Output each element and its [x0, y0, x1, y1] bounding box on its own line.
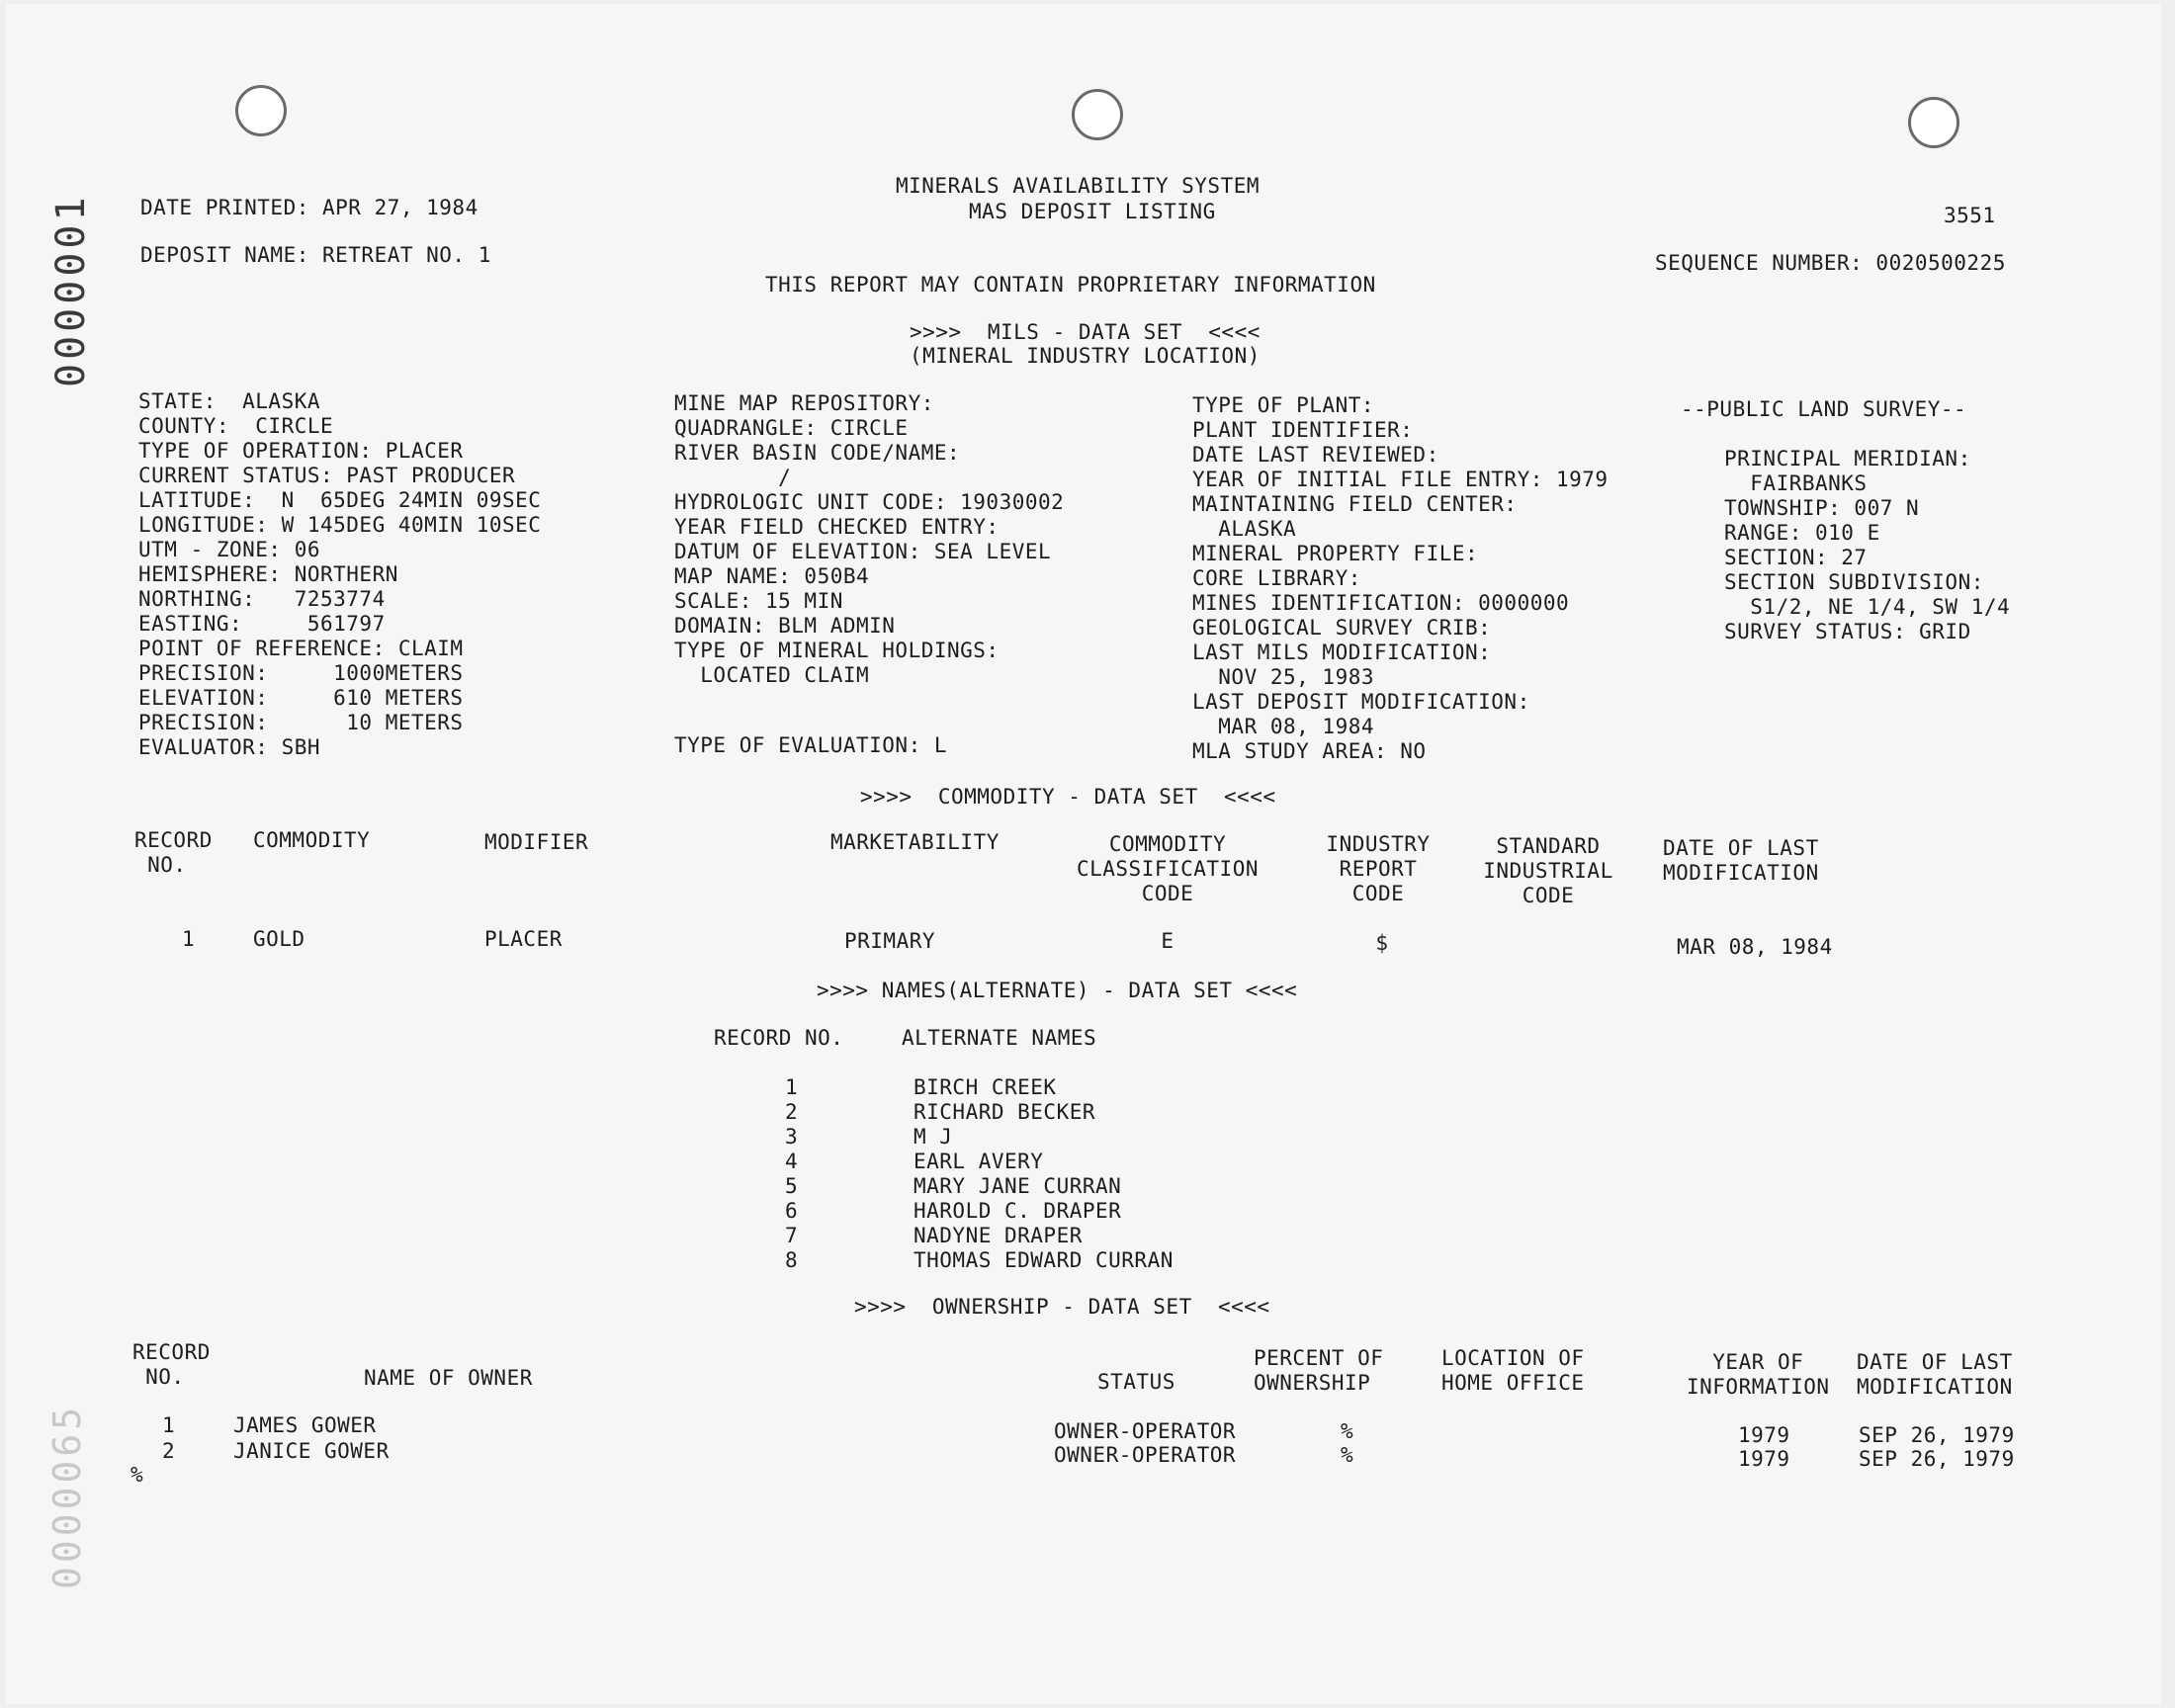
names-record-no: 3: [785, 1125, 799, 1149]
mils-field: HEMISPHERE: NORTHERN: [138, 562, 398, 586]
survey-field: SECTION SUBDIVISION:: [1724, 570, 1984, 594]
owner-date: SEP 26, 1979: [1859, 1447, 2015, 1471]
mils-field: TYPE OF PLANT:: [1192, 393, 1375, 417]
alternate-name: EARL AVERY: [914, 1150, 1044, 1173]
mils-field: NOV 25, 1983: [1192, 665, 1375, 689]
names-record-no: 5: [785, 1174, 799, 1198]
survey-field: S1/2, NE 1/4, SW 1/4: [1724, 595, 2011, 619]
commodity-header-classification: COMMODITY CLASSIFICATION CODE: [1076, 832, 1259, 905]
mils-field: LONGITUDE: W 145DEG 40MIN 10SEC: [138, 513, 542, 537]
public-land-survey-title: --PUBLIC LAND SURVEY--: [1681, 397, 1967, 421]
names-record-no: 4: [785, 1150, 799, 1173]
binder-hole-center: [1072, 89, 1123, 140]
mils-field: PLANT IDENTIFIER:: [1192, 418, 1414, 442]
owner-percent: %: [1341, 1419, 1354, 1443]
mils-field: ALASKA: [1192, 517, 1297, 541]
page-stamp-top: 0000001: [48, 193, 94, 387]
mils-field: LAST MILS MODIFICATION:: [1192, 640, 1492, 664]
page-number: 3551: [1944, 204, 1996, 227]
commodity-header-industry: INDUSTRY REPORT CODE: [1326, 832, 1431, 905]
commodity-marketability: PRIMARY: [844, 929, 936, 953]
names-record-no: 8: [785, 1248, 799, 1272]
alternate-name: HAROLD C. DRAPER: [914, 1199, 1122, 1223]
commodity-record: 1: [182, 927, 196, 951]
mils-field: MINERAL PROPERTY FILE:: [1192, 542, 1479, 565]
names-record-no: 7: [785, 1224, 799, 1247]
names-record-no: 2: [785, 1100, 799, 1124]
owner-name: JAMES GOWER: [233, 1413, 377, 1437]
names-title: >>>> NAMES(ALTERNATE) - DATA SET <<<<: [817, 979, 1298, 1002]
owner-status: OWNER-OPERATOR: [1054, 1443, 1237, 1467]
owner-name: JANICE GOWER: [233, 1439, 390, 1463]
alternate-name: NADYNE DRAPER: [914, 1224, 1083, 1247]
mils-field: YEAR OF INITIAL FILE ENTRY: 1979: [1192, 468, 1609, 491]
mils-field: COUNTY: CIRCLE: [138, 414, 334, 438]
mils-field: PRECISION: 10 METERS: [138, 711, 464, 734]
mils-field: DATE LAST REVIEWED:: [1192, 443, 1439, 467]
ownership-footnote: %: [130, 1463, 144, 1487]
mils-field: NORTHING: 7253774: [138, 587, 386, 611]
mils-field: LAST DEPOSIT MODIFICATION:: [1192, 690, 1530, 714]
ownership-header-year: YEAR OF INFORMATION: [1687, 1350, 1830, 1399]
alternate-name: MARY JANE CURRAN: [914, 1174, 1122, 1198]
commodity-header-record: RECORD NO.: [134, 828, 213, 877]
mils-field: POINT OF REFERENCE: CLAIM: [138, 637, 464, 660]
owner-year: 1979: [1738, 1447, 1790, 1471]
commodity-header-sic: STANDARD INDUSTRIAL CODE: [1483, 834, 1613, 907]
commodity-name: GOLD: [253, 927, 305, 951]
survey-field: PRINCIPAL MERIDIAN:: [1724, 447, 1971, 470]
mils-field: RIVER BASIN CODE/NAME:: [674, 441, 961, 465]
mils-field: CURRENT STATUS: PAST PRODUCER: [138, 464, 516, 487]
mils-field: STATE: ALASKA: [138, 389, 321, 413]
names-header-record: RECORD NO.: [714, 1026, 844, 1050]
mils-field: MAINTAINING FIELD CENTER:: [1192, 492, 1518, 516]
mils-field: YEAR FIELD CHECKED ENTRY:: [674, 515, 1000, 539]
binder-hole-right: [1908, 97, 1959, 148]
names-record-column: [785, 1075, 798, 1273]
mils-field: TYPE OF MINERAL HOLDINGS:: [674, 639, 1000, 662]
survey-field: SURVEY STATUS: GRID: [1724, 620, 1971, 643]
mils-map-column: [674, 391, 1064, 688]
public-land-survey-column: [1724, 447, 2010, 644]
mils-field: LATITUDE: N 65DEG 24MIN 09SEC: [138, 488, 542, 512]
sequence-number: SEQUENCE NUMBER: 0020500225: [1655, 251, 2006, 275]
names-list-column: [914, 1075, 1174, 1273]
mils-field: SCALE: 15 MIN: [674, 589, 843, 613]
mils-field: PRECISION: 1000METERS: [138, 661, 464, 685]
ownership-header-location: LOCATION OF HOME OFFICE: [1441, 1346, 1585, 1395]
mils-field: EVALUATOR: SBH: [138, 735, 321, 759]
survey-field: SECTION: 27: [1724, 546, 1868, 569]
owner-status: OWNER-OPERATOR: [1054, 1419, 1237, 1443]
mils-subtitle: (MINERAL INDUSTRY LOCATION): [910, 344, 1261, 368]
type-of-evaluation: TYPE OF EVALUATION: L: [674, 733, 948, 757]
ownership-header-owner: NAME OF OWNER: [364, 1366, 533, 1390]
commodity-date: MAR 08, 1984: [1677, 935, 1833, 959]
names-header-names: ALTERNATE NAMES: [902, 1026, 1097, 1050]
ownership-record: 1: [162, 1413, 176, 1437]
mils-field: ELEVATION: 610 METERS: [138, 686, 464, 710]
mils-field: DOMAIN: BLM ADMIN: [674, 614, 896, 638]
owner-percent: %: [1341, 1443, 1354, 1467]
system-title: MINERALS AVAILABILITY SYSTEM: [896, 174, 1261, 198]
mils-field: LOCATED CLAIM: [674, 663, 870, 687]
mils-field: HYDROLOGIC UNIT CODE: 19030002: [674, 490, 1065, 514]
mils-field: MAR 08, 1984: [1192, 715, 1375, 738]
survey-field: RANGE: 010 E: [1724, 521, 1880, 545]
mils-field: MLA STUDY AREA: NO: [1192, 739, 1427, 763]
ownership-header-status: STATUS: [1097, 1370, 1175, 1394]
page-stamp-bottom: 0000065: [45, 1403, 89, 1589]
survey-field: FAIRBANKS: [1724, 471, 1868, 495]
commodity-header-commodity: COMMODITY: [253, 828, 371, 852]
listing-title: MAS DEPOSIT LISTING: [969, 200, 1216, 223]
mils-field: MAP NAME: 050B4: [674, 564, 870, 588]
commodity-header-modifier: MODIFIER: [484, 830, 589, 854]
mils-file-column: [1192, 393, 1609, 764]
commodity-modifier: PLACER: [484, 927, 563, 951]
ownership-header-percent: PERCENT OF OWNERSHIP: [1254, 1346, 1384, 1395]
alternate-name: M J: [914, 1125, 953, 1149]
mils-title: >>>> MILS - DATA SET <<<<: [910, 320, 1261, 344]
owner-date: SEP 26, 1979: [1859, 1423, 2015, 1447]
commodity-header-marketability: MARKETABILITY: [830, 830, 1000, 854]
alternate-name: THOMAS EDWARD CURRAN: [914, 1248, 1174, 1272]
mils-field: GEOLOGICAL SURVEY CRIB:: [1192, 616, 1492, 640]
mils-field: EASTING: 561797: [138, 612, 386, 636]
commodity-industry-code: $: [1375, 931, 1389, 955]
commodity-classification: E: [1161, 929, 1174, 953]
survey-field: TOWNSHIP: 007 N: [1724, 496, 1920, 520]
mils-field: UTM - ZONE: 06: [138, 538, 321, 561]
mils-field: /: [674, 466, 792, 489]
commodity-header-date: DATE OF LAST MODIFICATION: [1663, 836, 1819, 885]
mils-field: QUADRANGLE: CIRCLE: [674, 416, 909, 440]
ownership-record: 2: [162, 1439, 176, 1463]
proprietary-notice: THIS REPORT MAY CONTAIN PROPRIETARY INFORMATION: [765, 273, 1376, 297]
mils-field: MINE MAP REPOSITORY:: [674, 391, 934, 415]
ownership-title: >>>> OWNERSHIP - DATA SET <<<<: [854, 1295, 1270, 1319]
mils-location-column: [138, 389, 541, 760]
mils-field: MINES IDENTIFICATION: 0000000: [1192, 591, 1570, 615]
alternate-name: BIRCH CREEK: [914, 1075, 1057, 1099]
deposit-name: DEPOSIT NAME: RETREAT NO. 1: [140, 243, 491, 267]
binder-hole-left: [235, 85, 287, 136]
names-record-no: 6: [785, 1199, 799, 1223]
mils-field: CORE LIBRARY:: [1192, 566, 1361, 590]
date-printed: DATE PRINTED: APR 27, 1984: [140, 196, 478, 219]
mils-field: TYPE OF OPERATION: PLACER: [138, 439, 464, 463]
ownership-header-date: DATE OF LAST MODIFICATION: [1857, 1350, 2013, 1399]
mils-field: DATUM OF ELEVATION: SEA LEVEL: [674, 540, 1052, 563]
names-record-no: 1: [785, 1075, 799, 1099]
owner-year: 1979: [1738, 1423, 1790, 1447]
commodity-title: >>>> COMMODITY - DATA SET <<<<: [860, 785, 1276, 809]
ownership-header-record: RECORD NO.: [132, 1340, 211, 1389]
alternate-name: RICHARD BECKER: [914, 1100, 1096, 1124]
